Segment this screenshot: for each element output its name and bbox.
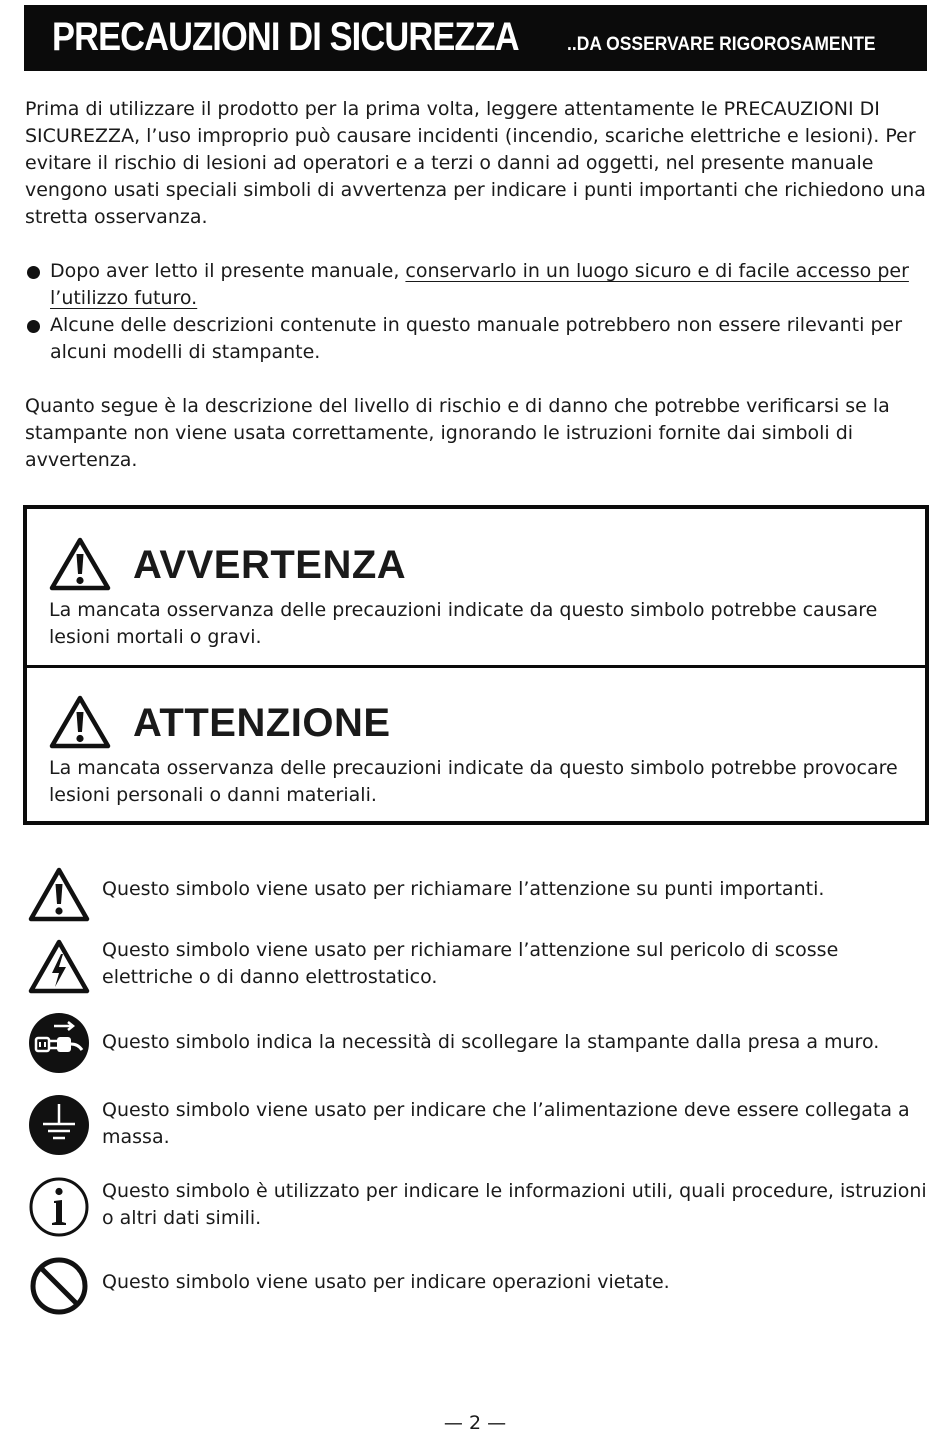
page-number: — 2 — [443, 1412, 507, 1434]
symbol-text: Questo simbolo viene usato per richiamare l’attenzione su punti importanti. [102, 878, 825, 900]
intro-paragraph: Prima di utilizzare il prodotto per la prima volta, leggere attentamente le PRECAUZIONI DI SICUREZZA, l’uso improprio può causare incidenti (incendio, scariche elettriche e lesioni). Per evitare il rischio di lesioni ad operatori e a terzi o danni ad oggetti, nel presente manuale vengono usati speciali simboli di avvertenza per indicare i punti importanti che richiedono una stretta osservanza. [25, 98, 926, 228]
warning-title: AVVERTENZA [133, 543, 407, 587]
prohibited-icon [28, 1255, 90, 1317]
bullet-text: Dopo aver letto il presente manuale, [50, 260, 406, 282]
symbol-text: Questo simbolo viene usato per richiamare l’attenzione sul pericolo di scosse elettriche o di danno elettrostatico. [102, 939, 839, 988]
divider [27, 665, 925, 668]
bullet-item [25, 258, 930, 312]
info-icon [28, 1176, 90, 1238]
page-title: PRECAUZIONI DI SICUREZZA [52, 15, 519, 59]
hazard-levels-box [23, 505, 929, 825]
warning-triangle-icon [49, 695, 111, 749]
bullet-item [25, 312, 930, 366]
symbol-text: Questo simbolo viene usato per indicare operazioni vietate. [102, 1271, 670, 1293]
risk-description-paragraph: Quanto segue è la descrizione del livello di rischio e di danno che potrebbe verificarsi se la stampante non viene usata correttamente, ignorando le istruzioni fornite dai simboli di avvertenza. [25, 395, 890, 471]
caution-title: ATTENZIONE [133, 701, 391, 745]
warning-text: La mancata osservanza delle precauzioni indicate da questo simbolo potrebbe causare lesioni mortali o gravi. [49, 599, 878, 648]
symbol-text: Questo simbolo viene usato per indicare che l’alimentazione deve essere collegata a massa. [102, 1099, 910, 1148]
page-subtitle: ..DA OSSERVARE RIGOROSAMENTE [567, 34, 876, 55]
exclamation-triangle-icon [28, 864, 90, 926]
electric-shock-triangle-icon [28, 936, 90, 998]
ground-icon [28, 1094, 90, 1156]
symbol-text: Questo simbolo è utilizzato per indicare le informazioni utili, quali procedure, istruzioni o altri dati simili. [102, 1180, 927, 1229]
warning-triangle-icon [49, 537, 111, 591]
bullet-list [25, 258, 930, 366]
unplug-icon [28, 1012, 90, 1074]
caution-text: La mancata osservanza delle precauzioni indicate da questo simbolo potrebbe provocare lesioni personali o danni materiali. [49, 757, 898, 806]
symbol-text: Questo simbolo indica la necessità di scollegare la stampante dalla presa a muro. [102, 1031, 880, 1053]
bullet-underlined-text: conservarlo in un luogo sicuro e di facile accesso per l’utilizzo futuro. [50, 260, 909, 309]
page-header [24, 5, 927, 71]
bullet-text: Alcune delle descrizioni contenute in questo manuale potrebbero non essere rilevanti per alcuni modelli di stampante. [50, 314, 903, 363]
